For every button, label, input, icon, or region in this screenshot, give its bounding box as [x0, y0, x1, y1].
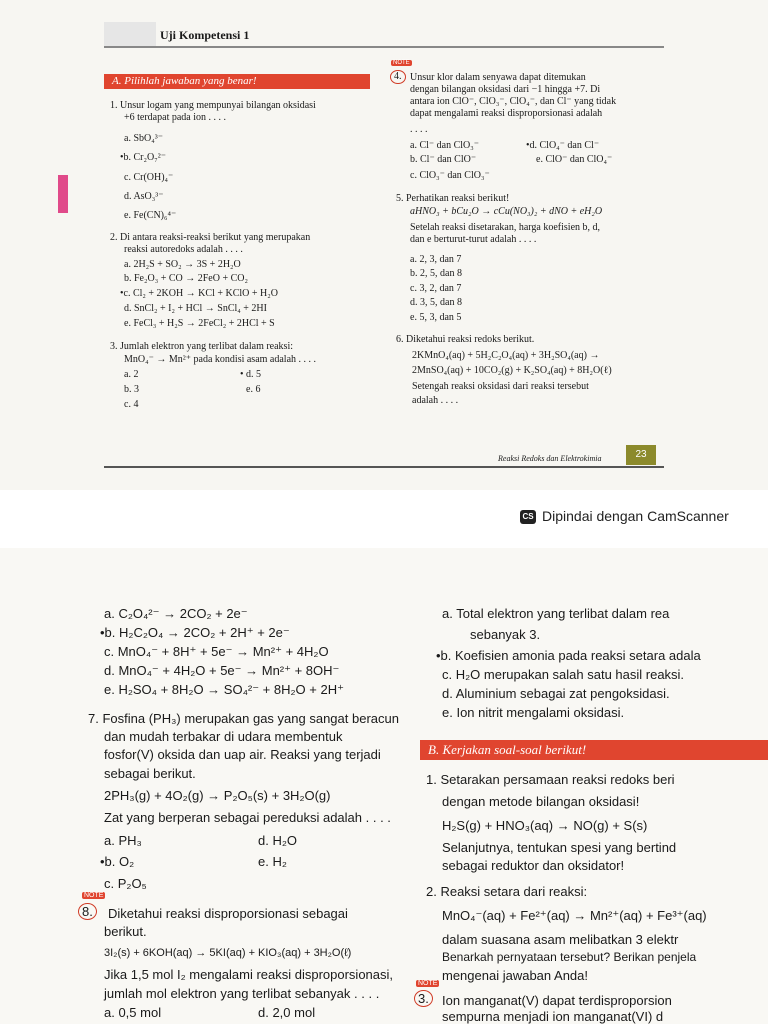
q1-option-e: e. Fe(CN)₆⁴⁻	[124, 210, 177, 221]
q6-option-e: e. H₂SO₄ + 8H₂O → SO₄²⁻ + 8H₂O + 2H⁺	[104, 682, 344, 697]
q7-option-d: d. H₂O	[258, 833, 297, 848]
prev-q-option-b: •b. Koefisien amonia pada reaksi setara adala	[436, 648, 701, 663]
q6-option-a: a. C₂O₄²⁻ → 2CO₂ + 2e⁻	[104, 606, 248, 621]
scanner-text: Dipindai dengan CamScanner	[542, 508, 729, 524]
footer-rule	[104, 466, 664, 468]
q6-equation-1: 2KMnO₄(aq) + 5H₂C₂O₄(aq) + 3H₂SO₄(aq) →	[412, 350, 600, 361]
q2-stem-2: reaksi autoredoks adalah . . . .	[124, 244, 243, 255]
q2-option-b: b. Fe₂O₃ + CO → 2FeO + CO₂	[124, 273, 248, 284]
camscanner-logo-icon: CS	[520, 510, 536, 524]
q5-equation: aHNO₃ + bCu₂O → cCu(NO₃)₂ + dNO + eH₂O	[410, 206, 603, 217]
note-tag-2: NOTE	[84, 892, 104, 899]
footer-chapter-title: Reaksi Redoks dan Elektrokimia	[498, 454, 602, 463]
page-edge-tab	[58, 175, 68, 213]
essay3-number-circle: 3.	[414, 990, 433, 1007]
q4-stem-2: dengan bilangan oksidasi dari −1 hingga +7. Di	[410, 84, 601, 95]
essay2-stem: 2. Reaksi setara dari reaksi:	[426, 884, 588, 899]
q4-stem-5: . . . .	[410, 124, 428, 135]
q1-option-a: a. SbO₄³⁻	[124, 133, 163, 144]
essay1-stem-2: dengan metode bilangan oksidasi!	[442, 794, 640, 809]
q8-number-circle: 8.	[78, 903, 97, 920]
essay2-equation: MnO₄⁻(aq) + Fe²⁺(aq) → Mn²⁺(aq) + Fe³⁺(aq)	[442, 908, 707, 923]
q5-stem-3: dan e berturut-turut adalah . . . .	[410, 234, 537, 245]
q3-option-a: a. 2	[124, 369, 139, 380]
q4-stem: Unsur klor dalam senyawa dapat ditemukan	[410, 72, 586, 83]
essay2-stem-3: Benarkah pernyataan tersebut? Berikan penjela	[442, 950, 697, 964]
q5-option-e: e. 5, 3, dan 5	[410, 312, 462, 323]
q6-stem-2: Setengah reaksi oksidasi dari reaksi tersebut	[412, 381, 589, 392]
q7-stem-4: sebagai berikut.	[104, 766, 196, 781]
q3-stem-2: MnO₄⁻ → Mn²⁺ pada kondisi asam adalah . . . .	[124, 354, 317, 365]
essay3-stem: Ion manganat(V) dapat terdisproporsion	[442, 993, 672, 1008]
q4-stem-4: dapat mengalami reaksi disproporsionasi adalah	[410, 108, 603, 119]
q4-stem-3: antara ion ClO⁻, ClO₃⁻, ClO₄⁻, dan Cl⁻ yang tidak	[410, 96, 617, 107]
q5-option-d: d. 3, 5, dan 8	[410, 297, 462, 308]
q6-option-c: c. MnO₄⁻ + 8H⁺ + 5e⁻ → Mn²⁺ + 4H₂O	[104, 644, 329, 659]
essay2-stem-2: dalam suasana asam melibatkan 3 elektr	[442, 932, 679, 947]
q8-stem-3: Jika 1,5 mol I₂ mengalami reaksi disproporsionasi,	[104, 967, 394, 982]
q7-stem-5: Zat yang berperan sebagai pereduksi adalah . . . .	[104, 810, 391, 825]
q5-option-c: c. 3, 2, dan 7	[410, 283, 462, 294]
essay2-stem-4: mengenai jawaban Anda!	[442, 968, 589, 983]
q7-stem-3: fosfor(V) oksida dan uap air. Reaksi yang terjadi	[104, 747, 381, 762]
q4-option-d: •d. ClO₄⁻ dan Cl⁻	[526, 140, 600, 151]
page-title: Uji Kompetensi 1	[160, 28, 250, 42]
q8-stem: Diketahui reaksi disproporsionasi sebagai	[108, 906, 348, 921]
essay1-stem-3: Selanjutnya, tentukan spesi yang bertind	[442, 840, 677, 855]
q5-stem: 5. Perhatikan reaksi berikut!	[396, 193, 510, 204]
q6-option-d: d. MnO₄⁻ + 4H₂O + 5e⁻ → Mn²⁺ + 8OH⁻	[104, 663, 340, 678]
note-tag-3: NOTE	[418, 980, 438, 987]
q4-option-b: b. Cl⁻ dan ClO⁻	[410, 154, 477, 165]
q7-stem: 7. Fosfina (PH₃) merupakan gas yang sangat beracun	[88, 711, 399, 726]
note-tag: NOTE	[393, 60, 410, 66]
essay3-number	[414, 990, 433, 1007]
q7-option-a: a. PH₃	[104, 833, 142, 848]
prev-q-option-a-2: sebanyak 3.	[470, 627, 541, 642]
q1-option-b: •b. Cr₂O₇²⁻	[120, 152, 166, 163]
prev-q-option-c: c. H₂O merupakan salah satu hasil reaksi.	[442, 667, 685, 682]
essay1-stem: 1. Setarakan persamaan reaksi redoks beri	[426, 772, 675, 787]
q8-stem-4: jumlah mol elektron yang terlibat sebanyak . . . .	[104, 986, 380, 1001]
q4-number	[390, 70, 406, 84]
q2-stem: 2. Di antara reaksi-reaksi berikut yang merupakan	[110, 232, 311, 243]
header-rule	[104, 46, 664, 48]
q4-option-c: c. ClO₃⁻ dan ClO₃⁻	[410, 170, 490, 181]
q1-stem: 1. Unsur logam yang mempunyai bilangan oksidasi	[110, 100, 316, 111]
section-b-heading: B. Kerjakan soal-soal berikut!	[420, 740, 768, 760]
q6-equation-2: 2MnSO₄(aq) + 10CO₂(g) + K₂SO₄(aq) + 8H₂O(ℓ)	[412, 365, 612, 376]
q2-option-d: d. SnCl₂ + I₂ + HCl → SnCl₄ + 2HI	[124, 303, 267, 314]
q1-option-c: c. Cr(OH)₄⁻	[124, 172, 174, 183]
q2-option-e: e. FeCl₃ + H₂S → 2FeCl₂ + 2HCl + S	[124, 318, 275, 329]
q4-number-circle: 4.	[390, 70, 406, 84]
q6-option-b: •b. H₂C₂O₄ → 2CO₂ + 2H⁺ + 2e⁻	[100, 625, 290, 640]
q7-equation: 2PH₃(g) + 4O₂(g) → P₂O₅(s) + 3H₂O(g)	[104, 788, 331, 803]
q1-option-d: d. AsO₃³⁻	[124, 191, 164, 202]
page-number: 23	[626, 445, 656, 465]
q8-option-a: a. 0,5 mol	[104, 1005, 162, 1020]
q4-option-e: e. ClO⁻ dan ClO₄⁻	[536, 154, 613, 165]
q3-option-c: c. 4	[124, 399, 139, 410]
q5-stem-2: Setelah reaksi disetarakan, harga koefisien b, d,	[410, 222, 601, 233]
q6-stem-3: adalah . . . .	[412, 395, 459, 406]
q8-stem-2: berikut.	[104, 924, 147, 939]
q6-stem: 6. Diketahui reaksi redoks berikut.	[396, 334, 535, 345]
q3-option-b: b. 3	[124, 384, 139, 395]
essay3-stem-2: sempurna menjadi ion manganat(VI) d	[442, 1009, 664, 1024]
q2-option-a: a. 2H₂S + SO₂ → 3S + 2H₂O	[124, 259, 241, 270]
essay1-equation: H₂S(g) + HNO₃(aq) → NO(g) + S(s)	[442, 818, 648, 833]
q2-option-c: •c. Cl₂ + 2KOH → KCl + KClO + H₂O	[120, 288, 278, 299]
prev-q-option-d: d. Aluminium sebagai zat pengoksidasi.	[442, 686, 670, 701]
q1-stem-2: +6 terdapat pada ion . . . .	[124, 112, 226, 123]
q7-option-e: e. H₂	[258, 854, 287, 869]
q3-option-e: e. 6	[246, 384, 261, 395]
header-bar	[104, 22, 156, 46]
q8-option-d: d. 2,0 mol	[258, 1005, 316, 1020]
essay1-stem-4: sebagai reduktor dan oksidator!	[442, 858, 625, 873]
q8-number	[78, 903, 97, 920]
q5-option-a: a. 2, 3, dan 7	[410, 254, 462, 265]
q5-option-b: b. 2, 5, dan 8	[410, 268, 462, 279]
q7-option-b: •b. O₂	[100, 854, 135, 869]
prev-q-option-e: e. Ion nitrit mengalami oksidasi.	[442, 705, 625, 720]
section-a-heading: A. Pilihlah jawaban yang benar!	[104, 74, 370, 89]
scanner-watermark	[520, 508, 729, 524]
prev-q-option-a: a. Total elektron yang terlibat dalam rea	[442, 606, 670, 621]
q3-stem: 3. Jumlah elektron yang terlibat dalam reaksi:	[110, 341, 293, 352]
q3-option-d: • d. 5	[240, 369, 262, 380]
q7-stem-2: dan mudah terbakar di udara membentuk	[104, 729, 343, 744]
q8-equation: 3I₂(s) + 6KOH(aq) → 5KI(aq) + KIO₃(aq) + 3H₂O(ℓ)	[104, 947, 352, 959]
q7-option-c: c. P₂O₅	[104, 876, 147, 891]
q4-option-a: a. Cl⁻ dan ClO₃⁻	[410, 140, 480, 151]
